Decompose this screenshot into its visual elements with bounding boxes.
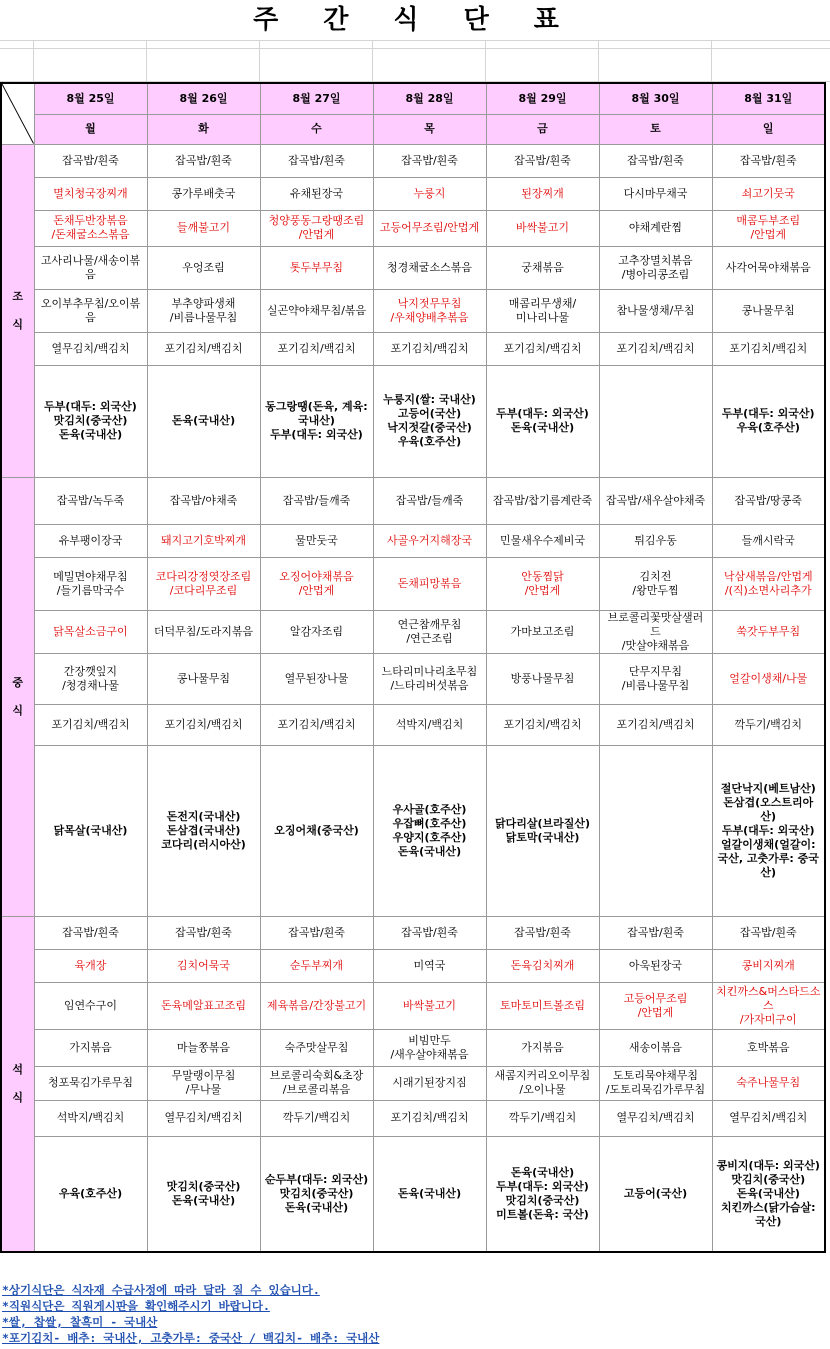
menu-cell: 메밀면야채무침 /들기름막국수 [34,557,147,610]
menu-cell: 돈육메알표고조림 [147,982,260,1029]
corner-diagonal-cell [1,83,34,144]
menu-cell: 안동찜닭 /안멉게 [486,557,599,610]
menu-cell: 포기김치/백김치 [712,332,825,365]
menu-cell: 콩나물무침 [147,653,260,704]
origin-cell [599,365,712,477]
menu-cell: 고등어무조림 /안멉게 [599,982,712,1029]
menu-cell: 사각어묵야채볶음 [712,246,825,289]
spreadsheet-gridlines [0,40,830,82]
menu-cell: 잡곡밥/흰죽 [373,916,486,949]
weekday-cell: 수 [260,114,373,144]
menu-cell: 청경채굴소스볶음 [373,246,486,289]
menu-cell: 잡곡밥/찹기름계란죽 [486,477,599,524]
menu-cell: 잡곡밥/땅콩죽 [712,477,825,524]
date-cell: 8월 30일 [599,83,712,114]
menu-cell: 다시마무채국 [599,177,712,210]
menu-cell: 돈채피망볶음 [373,557,486,610]
date-cell: 8월 28일 [373,83,486,114]
menu-cell: 누룽지 [373,177,486,210]
menu-cell: 낙삼새볶음/안멉게 /(직)소면사리추가 [712,557,825,610]
menu-cell: 잡곡밥/들깨죽 [373,477,486,524]
origin-cell: 우사골(호주산) 우잡뼈(호주산) 우양지(호주산) 돈육(국내산) [373,745,486,916]
menu-cell: 비빔만두 /새우살야채볶음 [373,1029,486,1066]
menu-row [1,144,825,177]
menu-cell: 열무김치/백김치 [712,1100,825,1136]
menu-row [1,1066,825,1100]
menu-cell: 콩비지찌개 [712,949,825,982]
menu-cell: 쑥갓두부무침 [712,610,825,653]
menu-cell: 잡곡밥/흰죽 [147,144,260,177]
weekday-cell: 목 [373,114,486,144]
menu-cell: 토마토미트볼조림 [486,982,599,1029]
menu-cell: 육개장 [34,949,147,982]
menu-cell: 브로콜리꽃맛살샐러 드 /맛살야채볶음 [599,610,712,653]
menu-cell: 닭목살소금구이 [34,610,147,653]
menu-cell: 고사리나물/새송이볶 음 [34,246,147,289]
menu-row [1,289,825,332]
menu-cell: 고추장멸치볶음 /병아리콩조림 [599,246,712,289]
menu-cell: 고등어무조림/안멉게 [373,210,486,246]
menu-cell: 석박지/백김치 [34,1100,147,1136]
menu-cell: 청양풍동그랑땡조림 /안멉게 [260,210,373,246]
menu-cell: 잡곡밥/흰죽 [147,916,260,949]
menu-cell: 오징어야채볶음 /안멉게 [260,557,373,610]
menu-cell: 잡곡밥/흰죽 [712,144,825,177]
origin-cell: 누룽지(쌀: 국내산) 고등어(국산) 낙지젓갈(중국산) 우육(호주산) [373,365,486,477]
menu-cell: 석박지/백김치 [373,704,486,745]
menu-cell: 열무김치/백김치 [147,1100,260,1136]
weekday-cell: 화 [147,114,260,144]
menu-cell: 포기김치/백김치 [373,1100,486,1136]
menu-cell: 콩가루배춧국 [147,177,260,210]
origin-cell [599,745,712,916]
menu-cell: 시래기된장지짐 [373,1066,486,1100]
date-cell: 8월 29일 [486,83,599,114]
footnote-line: *직원식단은 직원게시판을 확인해주시기 바랍니다. [2,1299,270,1313]
date-header-row [1,83,825,114]
origin-cell: 닭다리살(브라질산) 닭토막(국내산) [486,745,599,916]
menu-cell: 깍두기/백김치 [712,704,825,745]
origin-cell: 돈육(국내산) 두부(대두: 외국산) 맛김치(중국산) 미트볼(돈육: 국산) [486,1136,599,1252]
menu-cell: 코다리강정엿장조림 /코다리무조림 [147,557,260,610]
menu-cell: 간장깻잎지 /청경채나물 [34,653,147,704]
menu-cell: 매콤리무생채/ 미나리나물 [486,289,599,332]
menu-row [1,210,825,246]
menu-cell: 호박볶음 [712,1029,825,1066]
footnote-line: *상기식단은 식자재 수급사정에 따라 달라 질 수 있습니다. [2,1283,320,1297]
menu-cell: 잡곡밥/들깨죽 [260,477,373,524]
menu-row [1,982,825,1029]
menu-cell: 궁채볶음 [486,246,599,289]
menu-cell: 사골우거지해장국 [373,524,486,557]
menu-cell: 무말랭이무침 /무나물 [147,1066,260,1100]
menu-cell: 새송이볶음 [599,1029,712,1066]
menu-row [1,653,825,704]
footnote-line: *포기김치- 배추: 국내산, 고춧가루: 중국산 / 백김치- 배추: 국내산 [2,1331,380,1345]
menu-cell: 포기김치/백김치 [599,332,712,365]
menu-cell: 느타리미나리초무침 /느타리버섯볶음 [373,653,486,704]
menu-row [1,332,825,365]
menu-cell: 포기김치/백김치 [34,704,147,745]
meal-label: 조 식 [1,144,34,477]
menu-cell: 잡곡밥/야채죽 [147,477,260,524]
origin-cell: 돈육(국내산) [147,365,260,477]
menu-cell: 유채된장국 [260,177,373,210]
menu-cell: 야채계란찜 [599,210,712,246]
menu-cell: 임연수구이 [34,982,147,1029]
menu-cell: 잡곡밥/흰죽 [712,916,825,949]
menu-cell: 열무김치/백김치 [34,332,147,365]
menu-cell: 깍두기/백김치 [486,1100,599,1136]
menu-cell: 알감자조림 [260,610,373,653]
menu-cell: 멸치청국장찌개 [34,177,147,210]
menu-cell: 김치전 /왕만두찜 [599,557,712,610]
menu-cell: 잡곡밥/흰죽 [260,916,373,949]
footnote-line: *쌀, 찹쌀, 찰흑미 - 국내산 [2,1315,158,1329]
menu-cell: 돈육김치찌개 [486,949,599,982]
menu-cell: 잡곡밥/흰죽 [260,144,373,177]
menu-cell: 부추양파생채 /비름나물무침 [147,289,260,332]
date-cell: 8월 27일 [260,83,373,114]
origin-cell: 순두부(대두: 외국산) 맛김치(중국산) 돈육(국내산) [260,1136,373,1252]
menu-cell: 열무된장나물 [260,653,373,704]
menu-cell: 잡곡밥/흰죽 [34,916,147,949]
menu-row [1,949,825,982]
menu-row [1,365,825,477]
page-title: 주 간 식 단 표 [253,5,577,35]
menu-row [1,524,825,557]
menu-cell: 포기김치/백김치 [486,332,599,365]
menu-row [1,1029,825,1066]
menu-cell: 미역국 [373,949,486,982]
menu-cell: 잡곡밥/흰죽 [34,144,147,177]
origin-cell: 동그랑땡(돈육, 계육: 국내산) 두부(대두: 외국산) [260,365,373,477]
menu-cell: 바싹불고기 [486,210,599,246]
menu-cell: 마늘쫑볶음 [147,1029,260,1066]
menu-cell: 유부팽이장국 [34,524,147,557]
weekday-cell: 금 [486,114,599,144]
weekly-menu-table [0,82,826,1253]
weekday-cell: 월 [34,114,147,144]
menu-cell: 도토리묵야채무침 /도토리묵김가루무침 [599,1066,712,1100]
menu-cell: 잡곡밥/흰죽 [599,916,712,949]
menu-cell: 치킨까스&머스타드소 스 /가자미구이 [712,982,825,1029]
date-cell: 8월 25일 [34,83,147,114]
menu-cell: 우엉조림 [147,246,260,289]
menu-row [1,610,825,653]
meal-label: 석 식 [1,916,34,1252]
menu-cell: 된장찌개 [486,177,599,210]
menu-row [1,1136,825,1252]
menu-cell: 김치어묵국 [147,949,260,982]
menu-cell: 들깨불고기 [147,210,260,246]
menu-row [1,916,825,949]
menu-cell: 바싹불고기 [373,982,486,1029]
menu-cell: 매콤두부조림 /안멉게 [712,210,825,246]
menu-cell: 열무김치/백김치 [599,1100,712,1136]
origin-cell: 두부(대두: 외국산) 맛김치(중국산) 돈육(국내산) [34,365,147,477]
menu-cell: 순두부찌개 [260,949,373,982]
menu-cell: 깍두기/백김치 [260,1100,373,1136]
menu-row [1,177,825,210]
menu-cell: 아욱된장국 [599,949,712,982]
menu-cell: 들깨시락국 [712,524,825,557]
origin-cell: 오징어채(중국산) [260,745,373,916]
menu-cell: 민물새우수제비국 [486,524,599,557]
weekday-header-row [1,114,825,144]
menu-cell: 잡곡밥/흰죽 [486,144,599,177]
menu-row [1,557,825,610]
menu-cell: 돼지고기호박찌개 [147,524,260,557]
menu-cell: 잡곡밥/녹두죽 [34,477,147,524]
menu-cell: 숙주나물무침 [712,1066,825,1100]
menu-cell: 물만둣국 [260,524,373,557]
menu-cell: 잡곡밥/새우살야채죽 [599,477,712,524]
origin-cell: 콩비지(대두: 외국산) 맛김치(중국산) 돈육(국내산) 치킨까스(닭가슴살: 국산) [712,1136,825,1252]
menu-cell: 돈채두반장볶음 /돈채굴소스볶음 [34,210,147,246]
date-cell: 8월 31일 [712,83,825,114]
menu-cell: 더덕무침/도라지볶음 [147,610,260,653]
origin-cell: 닭목살(국내산) [34,745,147,916]
menu-cell: 새콤지커리오이무침 /오이나물 [486,1066,599,1100]
menu-cell: 단무지무침 /비름나물무침 [599,653,712,704]
menu-cell: 제육볶음/간장불고기 [260,982,373,1029]
menu-cell: 포기김치/백김치 [486,704,599,745]
menu-cell: 숙주맛살무침 [260,1029,373,1066]
origin-cell: 맛김치(중국산) 돈육(국내산) [147,1136,260,1252]
menu-cell: 잡곡밥/흰죽 [599,144,712,177]
menu-row [1,246,825,289]
menu-cell: 연근참깨무침 /연근조림 [373,610,486,653]
menu-cell: 참나물생채/무침 [599,289,712,332]
weekday-cell: 일 [712,114,825,144]
meal-label: 중 식 [1,477,34,916]
menu-cell: 낙지젓무무침 /우채양배추볶음 [373,289,486,332]
menu-cell: 콩나물무침 [712,289,825,332]
menu-cell: 포기김치/백김치 [260,332,373,365]
menu-row [1,1100,825,1136]
menu-cell: 포기김치/백김치 [260,704,373,745]
menu-cell: 쇠고기뭇국 [712,177,825,210]
menu-cell: 튀김우동 [599,524,712,557]
menu-cell: 청포묵김가루무침 [34,1066,147,1100]
menu-cell: 포기김치/백김치 [599,704,712,745]
menu-cell: 오이부추무침/오이볶 음 [34,289,147,332]
footnotes [2,1282,828,1346]
menu-cell: 가마보고조림 [486,610,599,653]
menu-row [1,477,825,524]
menu-cell: 포기김치/백김치 [373,332,486,365]
menu-cell: 가지볶음 [34,1029,147,1066]
origin-cell: 우육(호주산) [34,1136,147,1252]
origin-cell: 돈전지(국내산) 돈삼겹(국내산) 코다리(러시아산) [147,745,260,916]
origin-cell: 절단낙지(베트남산) 돈삼겹(오스트리아산) 두부(대두: 외국산) 얼갈이생채(얼갈이: 국산, 고춧가루: 중국 산) [712,745,825,916]
menu-cell: 가지볶음 [486,1029,599,1066]
menu-cell: 실곤약야채무침/볶음 [260,289,373,332]
menu-cell: 포기김치/백김치 [147,332,260,365]
origin-cell: 고등어(국산) [599,1136,712,1252]
menu-cell: 방풍나물무침 [486,653,599,704]
menu-row [1,745,825,916]
menu-cell: 얼갈이생채/나물 [712,653,825,704]
origin-cell: 두부(대두: 외국산) 우육(호주산) [712,365,825,477]
date-cell: 8월 26일 [147,83,260,114]
menu-cell: 포기김치/백김치 [147,704,260,745]
weekday-cell: 토 [599,114,712,144]
menu-cell: 잡곡밥/흰죽 [486,916,599,949]
origin-cell: 두부(대두: 외국산) 돈육(국내산) [486,365,599,477]
origin-cell: 돈육(국내산) [373,1136,486,1252]
menu-cell: 톳두부무침 [260,246,373,289]
menu-cell: 브로콜리숙회&초장 /브로콜리볶음 [260,1066,373,1100]
menu-row [1,704,825,745]
menu-cell: 잡곡밥/흰죽 [373,144,486,177]
